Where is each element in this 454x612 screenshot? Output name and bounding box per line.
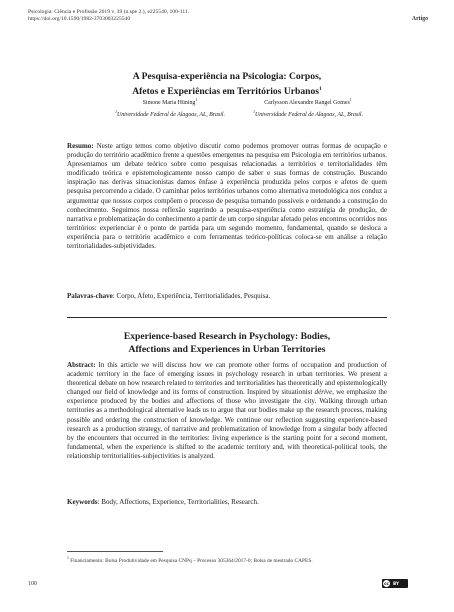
author-affiliation: Universidade Federal de Alagoas, AL, Brasil. (116, 111, 226, 118)
abstract-pt (67, 142, 387, 251)
footnote-rule (67, 551, 163, 552)
abstract-en-italic: dérive (314, 388, 333, 397)
abstract-en-text-1: In this article we will discuss how we can promote other forms of occupation and production of academic territory in the face of emerging issues in psychology research in urban territories. We present a theoretical debate on how research related to territories and territorialities has theoretically and epistemologically changed our field of knowledge and its forms of construction. Inspired by situationist (67, 361, 387, 397)
page-number: 100 (28, 581, 37, 587)
title-pt-line1: A Pesquisa-experiência na Psicologia: Corpos, (132, 71, 322, 82)
cc-logo-icon: cc (384, 581, 389, 586)
title-en-line1: Experience-based Research in Psychology: Bodies, (123, 331, 331, 342)
footnote-text: Financiamento: Bolsa Produtividade em Pesquisa CNPq – Processo 305364/2017-0; Bolsa de mestrado CAPES. (68, 557, 313, 564)
section-divider (67, 317, 387, 318)
keywords-en-label: Keywords (67, 498, 98, 506)
title-footnote-marker[interactable]: 1 (319, 86, 322, 92)
author-sup: 1 (349, 97, 352, 102)
license-by-label: BY (393, 581, 399, 586)
affiliation-sup: 1 (114, 108, 117, 114)
keywords-en (67, 498, 387, 507)
affiliation-sup: 1 (252, 108, 255, 114)
creative-commons-by-icon[interactable] (382, 579, 408, 588)
keywords-pt-text: : Corpo, Afeto, Experiência, Territorialidades, Pesquisa. (112, 292, 271, 300)
section-label: Artigo (411, 16, 428, 22)
footnote-marker: 1 (67, 556, 69, 560)
abstract-en (67, 361, 387, 461)
keywords-pt (67, 292, 387, 301)
abstract-pt-text: Neste artigo temos como objetivo discutir como podemos promover outras formas de ocupação e produção do território acadêmico frente a questões emergentes na pesquisa em Psicologia em territórios urbanos. Apresentamos um debate teórico sobre como pesquisas relacionadas a territórios e territorialidades têm modificado teórica e epistemologicamente nosso campo de saber e suas formas de construção. Buscando inspiração nas derivas situacionistas damos ênfase à experiência produzida pelos corpos e afetos de quem pesquisa percorrendo a cidade. O caminhar pelos territórios urbanos como alternativa metodológica nos conduz a argumentar que nossos corpos compõem o processo de pesquisa tornando possíveis e ordenando a construção do conhecimento. Seguimos nossa reflexão sugerindo a pesquisa-experiência como estratégia de produção, de narrativa e problematização do conhecimento a partir de um corpo singular afetado pelos encontros ocorridos nos territórios: experienciar é o ponto de partida para um segundo momento, fundamental, quando se desloca a experiência para o território acadêmico e com ferramentas teórico-políticas coloca-se em análise a relação territorialidades-subjetividades. (67, 142, 387, 251)
abstract-en-text-2: , we emphasize the experience produced by the bodies and affections of those who investigate the city. Walking through urban territories as a methodological alternative leads us to argue that our bodies make up the research process, making possible and ordering the construction of knowledge. We continue our reflection suggesting experience-based research as a production strategy, of narrative and problematization of knowledge from a singular body affected by the encounters that occurred in the territories: living experience is the starting point for a second moment, fundamental, when the experience is shifted to the academic territory and, with theoretical-political tools, the relationship territorialities-subjectivities is analyzed. (67, 388, 387, 460)
keywords-pt-label: Palavras-chave (67, 292, 113, 300)
author-block-2 (233, 96, 383, 120)
title-pt-line2: Afetos e Experiências em Territórios Urbanos (132, 86, 320, 98)
title-en-line2: Affections and Experiences in Urban Territories (128, 344, 326, 355)
article-title-en (0, 330, 454, 356)
abstract-en-label: Abstract: (67, 361, 96, 369)
author-block-1 (95, 96, 245, 120)
journal-citation: Psicologia: Ciência e Profissão 2019 v. 39 (n.spe 2.), e225540, 100-111. (28, 9, 190, 15)
footnote (67, 556, 313, 564)
author-name: Simone Maria Hüning (142, 99, 196, 106)
article-title-pt (0, 70, 454, 98)
author-name: Carlysson Alexandre Rangel Gomes (264, 99, 350, 106)
running-header (28, 9, 189, 24)
abstract-pt-label: Resumo: (67, 142, 94, 150)
author-sup: 1 (195, 97, 198, 102)
keywords-en-text: : Body, Affections, Experience, Territorialities, Research. (97, 498, 259, 506)
doi-link[interactable]: https://doi.org/10.1590/1982-3703003225540 (28, 16, 131, 23)
author-affiliation: Universidade Federal de Alagoas, AL, Brasil. (254, 111, 364, 118)
